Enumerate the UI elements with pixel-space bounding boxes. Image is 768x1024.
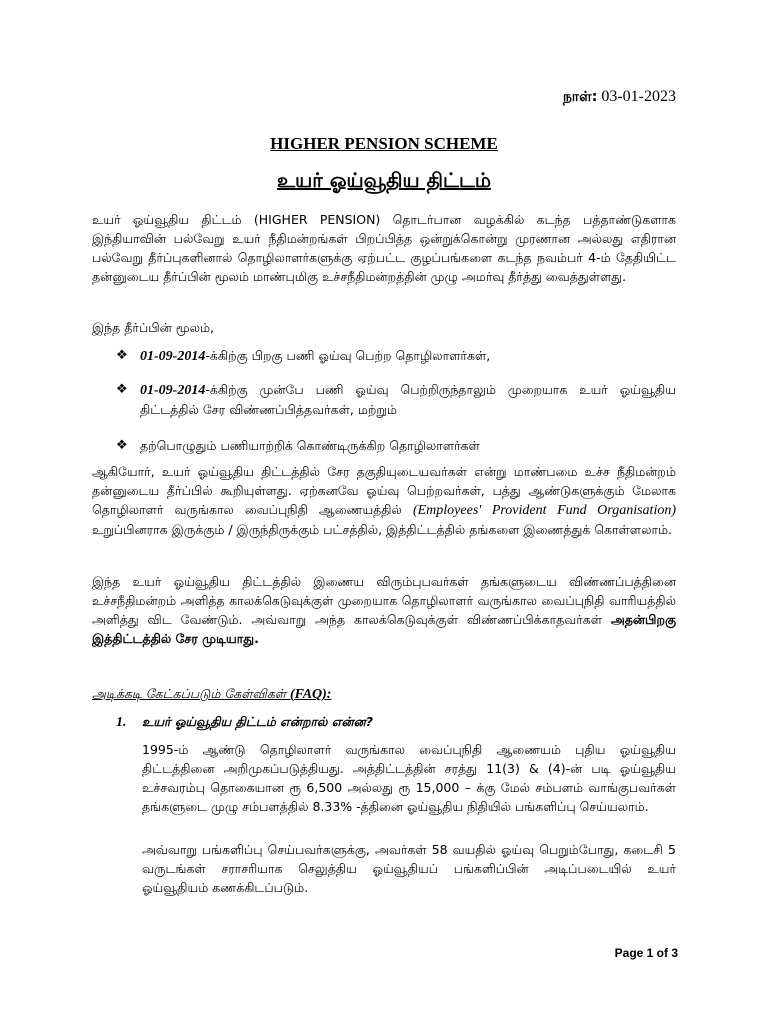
faq-heading-tamil: அடிக்கடி கேட்கப்படும் கேள்விகள் bbox=[92, 686, 290, 701]
eligibility-paragraph bbox=[92, 462, 676, 539]
faq-question bbox=[116, 714, 373, 731]
bullet-text: தற்பொழுதும் பணியாற்றிக் கொண்டிருக்கிற தொழிலாளர்கள் bbox=[140, 438, 480, 453]
eligibility-text: ஆகியோர், உயர் ஓய்வூதிய திட்டத்தில் சேர தகுதியுடையவர்கள் என்று மாண்பமை உச்ச நீதிமன்றம் தன்னுடைய தீர்ப்பில் கூறியுள்ளது. ஏற்கனவே ஓய்வு பெற்றவர்கள், பத்து ஆண்டுகளுக்கும் மேலாக தொழிலாளர் வருங்கால வைப்புநிதி ஆணையத்தில் bbox=[92, 464, 676, 517]
bullet-date: 01-09-2014 bbox=[140, 349, 206, 364]
epfo-name: (Employees' Provident Fund Organisation) bbox=[412, 503, 676, 518]
faq-answer-paragraph: 1995-ம் ஆண்டு தொழிலாளர் வருங்கால வைப்புநிதி ஆணையம் புதிய ஓய்வூதிய திட்டத்தினை அறிமுகப்படுத்தியது. அத்திட்டத்தின் சரத்து 11(3) & (4)-ன் படி ஓய்வூதிய உச்சவரம்பு தொகையான ரூ 6,500 அல்லது ரூ 15,000 – க்கு மேல் சம்பளம் வாங்குபவர்கள் தங்களுடை முழு சம்பளத்தில் 8.33% -த்தினை ஓய்வூதிய நிதியில் பங்களிப்பு செய்யலாம். bbox=[142, 742, 676, 814]
faq-heading-english: (FAQ): bbox=[289, 687, 332, 702]
eligibility-text-end: உறுப்பினராக இருக்கும் / இருந்திருக்கும் பட்சத்தில், இத்திட்டத்தில் தங்களை இணைத்துக் கொள்ளலாம். bbox=[92, 522, 673, 537]
diamond-bullet-icon: ❖ bbox=[116, 438, 128, 453]
deadline-paragraph bbox=[92, 572, 676, 648]
title-english: HIGHER PENSION SCHEME bbox=[270, 134, 498, 153]
faq-heading bbox=[92, 686, 331, 703]
bullet-text: -க்கிற்கு முன்பே பணி ஓய்வு பெற்றிருந்தாலும் முறையாக உயர் ஓய்வூதிய திட்டத்தில் சேர விண்ணப்பித்தவர்கள், மற்றும் bbox=[140, 382, 676, 417]
page-number: Page 1 of 3 bbox=[614, 946, 678, 960]
date-label: நாள்: bbox=[562, 89, 598, 105]
date-value: 03-01-2023 bbox=[601, 88, 676, 105]
bullet-date: 01-09-2014 bbox=[140, 383, 206, 398]
intro-paragraph: உயர் ஓய்வூதிய திட்டம் (HIGHER PENSION) தொடர்பான வழக்கில் கடந்த பத்தாண்டுகளாக இந்தியாவின் பல்வேறு உயர் நீதிமன்றங்கள் பிறப்பித்த ஒன்றுக்கொன்று முரணான அல்லது எதிரான பல்வேறு தீர்ப்புகளினால் தொழிலாளர்களுக்கு ஏற்பட்ட குழப்பங்களை கடந்த நவம்பர் 4-ம் தேதியிட்ட தன்னுடைய தீர்ப்பின் மூலம் மாண்புமிகு உச்சநீதிமன்றத்தின் முழு அமர்வு தீர்த்து வைத்துள்ளது. bbox=[92, 212, 676, 284]
deadline-warning: அதன்பிறகு இத்திட்டத்தில் சேர முடியாது. bbox=[92, 612, 676, 646]
question-text: உயர் ஓய்வூதிய திட்டம் என்றால் என்ன? bbox=[142, 714, 373, 729]
intro-lead: இந்த தீர்ப்பின் மூலம், bbox=[92, 320, 215, 335]
faq-answer-paragraph: அவ்வாறு பங்களிப்பு செய்பவர்களுக்கு, அவர்கள் 58 வயதில் ஓய்வு பெறும்போது, கடைசி 5 வருடங்கள் சராசரியாக செலுத்திய ஓய்வூதியப் பங்களிப்பின் அடிப்படையில் உயர் ஓய்வூதியம் கணக்கிடப்படும். bbox=[142, 842, 676, 895]
diamond-bullet-icon: ❖ bbox=[116, 382, 128, 397]
document-date bbox=[563, 88, 676, 107]
question-number: 1. bbox=[116, 715, 127, 730]
deadline-text: இந்த உயர் ஓய்வூதிய திட்டத்தில் இணைய விரும்புபவர்கள் தங்களுடைய விண்ணப்பத்தினை உச்சநீதிமன்றம் அளித்த காலக்கெடுவுக்குள் முறையாக தொழிலாளர் வருங்கால வைப்புநிதி வாரியத்தில் அளித்து விட வேண்டும். அவ்வாறு அந்த காலக்கெடுவுக்குள் விண்ணப்பிக்காதவர்கள் bbox=[92, 574, 676, 627]
bullet-text: -க்கிற்கு பிறகு பணி ஓய்வு பெற்ற தொழிலாளர்கள், bbox=[205, 348, 491, 363]
title-tamil: உயர் ஓய்வூதிய திட்டம் bbox=[276, 168, 491, 192]
diamond-bullet-icon: ❖ bbox=[116, 348, 128, 363]
